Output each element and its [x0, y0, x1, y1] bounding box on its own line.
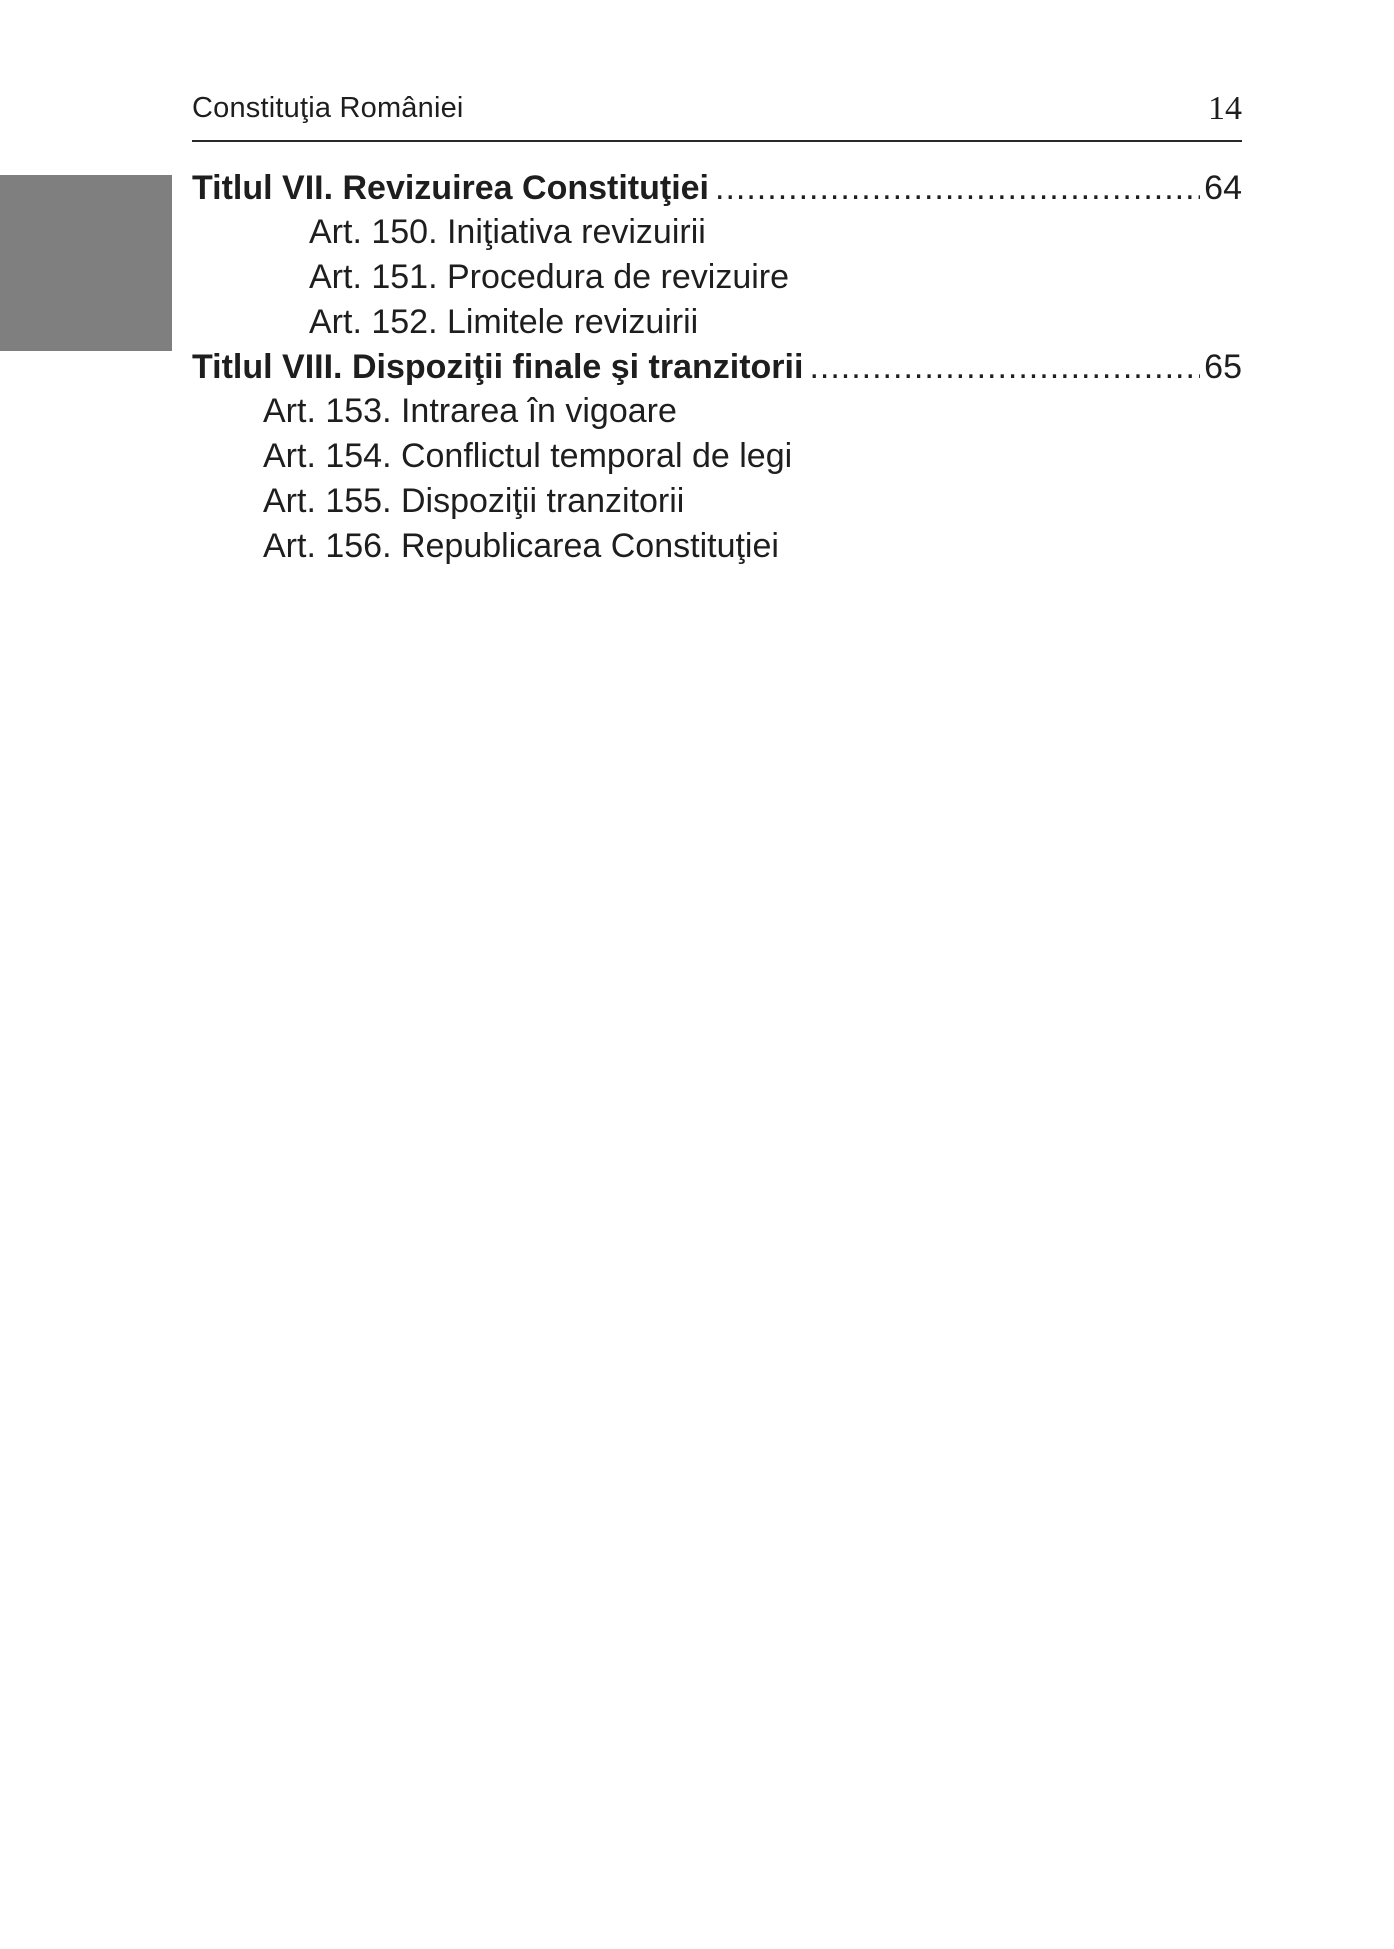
toc-section-title-viii[interactable]	[192, 345, 1242, 389]
toc-item-art-156[interactable]: Art. 156. Republicarea Constituţiei	[263, 527, 779, 565]
header-title: Constituţia României	[192, 92, 464, 124]
toc-item-art-155[interactable]: Art. 155. Dispoziţii tranzitorii	[263, 482, 685, 520]
toc-item-art-151[interactable]: Art. 151. Procedura de revizuire	[309, 258, 790, 296]
toc-section-title-vii[interactable]	[192, 166, 1242, 210]
toc-item-art-152[interactable]: Art. 152. Limitele revizuirii	[309, 303, 699, 341]
toc-item-art-153[interactable]: Art. 153. Intrarea în vigoare	[263, 392, 677, 430]
toc-leader-dots	[715, 166, 1200, 210]
toc-section-label: Titlul VII. Revizuirea Constituţiei	[192, 169, 710, 207]
toc-section-label: Titlul VIII. Dispoziţii finale şi tranzitorii	[192, 348, 804, 386]
page-number: 14	[1208, 90, 1242, 127]
toc-section-page: 64	[1204, 169, 1242, 207]
running-header	[192, 86, 1242, 142]
toc-section-page: 65	[1204, 348, 1242, 386]
side-thumb-tab	[0, 175, 172, 351]
toc-leader-dots	[809, 345, 1200, 389]
table-of-contents	[192, 166, 1242, 569]
toc-item-art-154[interactable]: Art. 154. Conflictul temporal de legi	[263, 437, 793, 475]
toc-item-art-150[interactable]: Art. 150. Iniţiativa revizuirii	[309, 213, 706, 251]
